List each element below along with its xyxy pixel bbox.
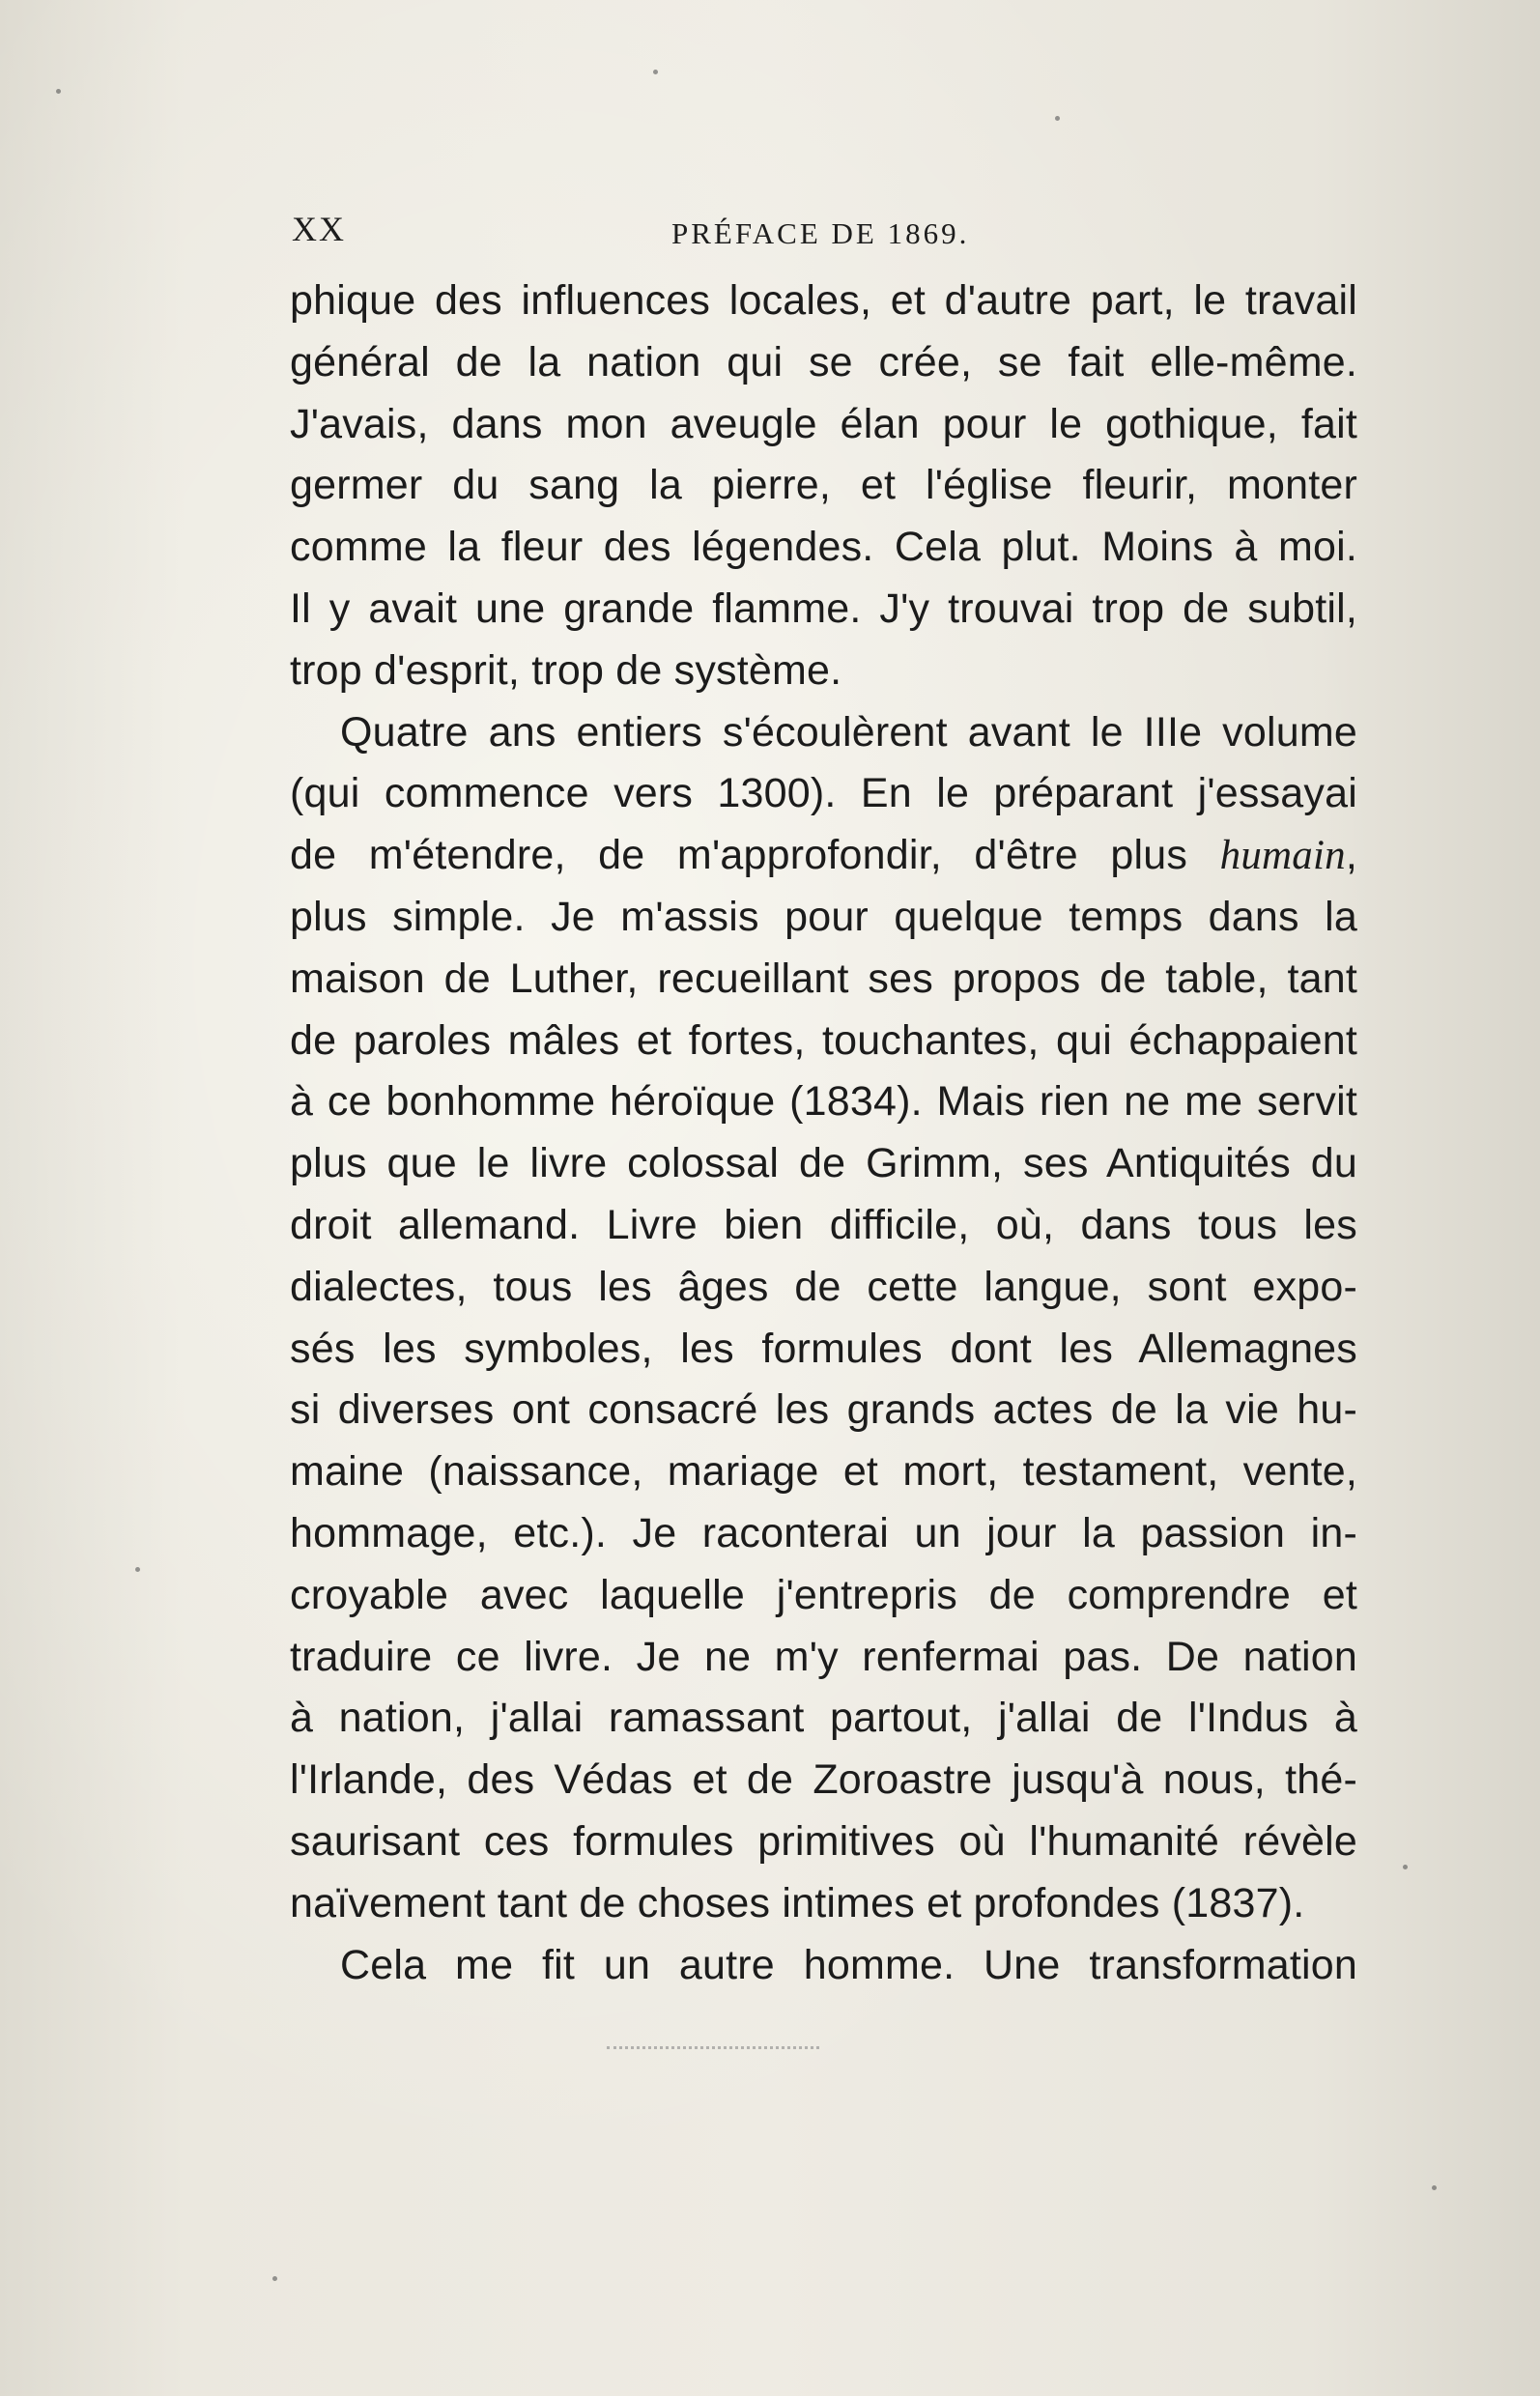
paper-speck (272, 2276, 277, 2281)
text-line: dialectes, tous les âges de cette langue, sont expo- (290, 1263, 1357, 1310)
text-line: l'Irlande, des Védas et de Zoroastre jusqu'à nous, thé- (290, 1756, 1357, 1804)
running-head (290, 201, 1333, 259)
text-line: (qui commence vers 1300). En le préparant j'essayai (290, 770, 1357, 817)
text-line: Cela me fit un autre homme. Une transformation (340, 1941, 1357, 1988)
running-title: PRÉFACE DE 1869. (671, 216, 970, 250)
ink-smudge (607, 2046, 819, 2052)
text-line: Quatre ans entiers s'écoulèrent avant le IIIe volume (340, 708, 1357, 756)
text-line: germer du sang la pierre, et l'église fleurir, monter (290, 462, 1357, 509)
text-line: sés les symboles, les formules dont les Allemagnes (290, 1325, 1357, 1372)
text-line: comme la fleur des légendes. Cela plut. Moins à moi. (290, 524, 1357, 571)
paper-speck (56, 89, 61, 94)
text-line: trop d'esprit, trop de système. (290, 646, 842, 694)
text-line: J'avais, dans mon aveugle élan pour le gothique, fait (290, 400, 1357, 447)
text-line: hommage, etc.). Je raconterai un jour la passion in- (290, 1509, 1357, 1556)
text-line: croyable avec laquelle j'entrepris de comprendre et (290, 1571, 1357, 1618)
text-line: phique des influences locales, et d'autre part, le travail (290, 277, 1357, 324)
paper-speck (653, 70, 658, 74)
text-line: de m'étendre, de m'approfondir, d'être plus humain, (290, 832, 1357, 879)
text-line: de paroles mâles et fortes, touchantes, qui échappaient (290, 1016, 1357, 1064)
page-number: XX (292, 210, 346, 248)
text-line: droit allemand. Livre bien difficile, où, dans tous les (290, 1201, 1357, 1248)
text-line: saurisant ces formules primitives où l'humanité révèle (290, 1817, 1357, 1865)
paper-speck (1055, 116, 1060, 121)
text-line: général de la nation qui se crée, se fait elle-même. (290, 338, 1357, 385)
paper-speck (1432, 2185, 1437, 2190)
paper-speck (135, 1567, 140, 1572)
text-line: maison de Luther, recueillant ses propos de table, tant (290, 955, 1357, 1002)
body-text (290, 271, 1357, 1996)
text-line: traduire ce livre. Je ne m'y renfermai pas. De nation (290, 1633, 1357, 1680)
paper-speck (1403, 1865, 1408, 1869)
text-line: Il y avait une grande flamme. J'y trouvai trop de subtil, (290, 585, 1357, 632)
text-line: plus que le livre colossal de Grimm, ses Antiquités du (290, 1140, 1357, 1187)
text-line: à nation, j'allai ramassant partout, j'allai de l'Indus à (290, 1695, 1357, 1742)
text-line: à ce bonhomme héroïque (1834). Mais rien ne me servit (290, 1078, 1357, 1126)
text-line: plus simple. Je m'assis pour quelque temps dans la (290, 893, 1357, 940)
text-line: si diverses ont consacré les grands actes de la vie hu- (290, 1386, 1357, 1434)
text-line: naïvement tant de choses intimes et profondes (1837). (290, 1879, 1305, 1926)
text-line: maine (naissance, mariage et mort, testament, vente, (290, 1448, 1357, 1496)
